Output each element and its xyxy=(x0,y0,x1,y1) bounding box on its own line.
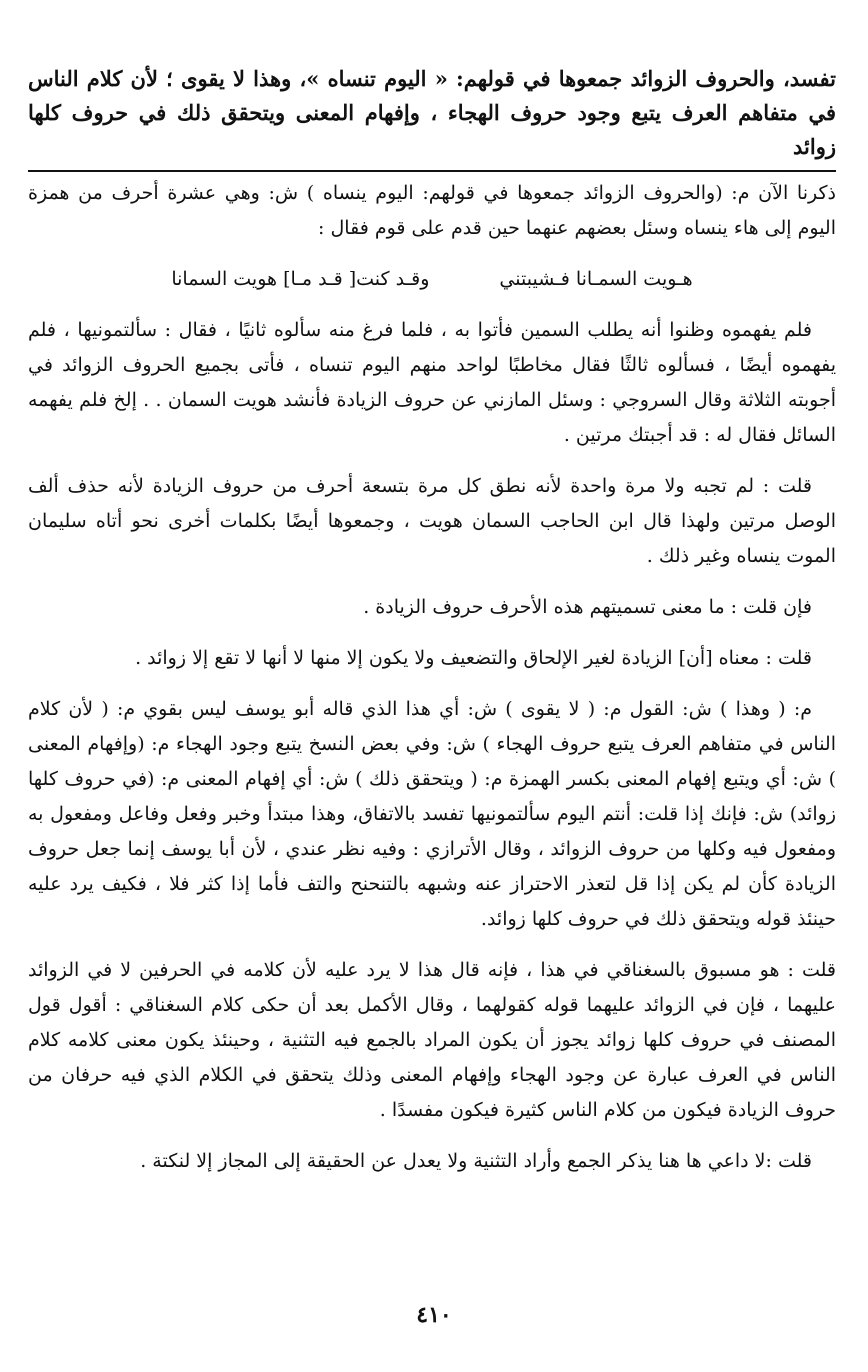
paragraph-1: ذكرنا الآن م: (والحروف الزوائد جمعوها في قولهم: اليوم ينساه ) ش: وهي عشرة أحرف من همزة اليوم إلى هاء ينساه وسئل بعضهم عنهما حين قدم على قوم فقال : xyxy=(28,182,836,239)
paragraph-4: فإن قلت : ما معنى تسميتهم هذه الأحرف حروف الزيادة . xyxy=(363,596,812,618)
paragraph-2: فلم يفهموه وظنوا أنه يطلب السمين فأتوا به ، فلما فرغ منه سألوه ثانيًا ، فقال : سألتمونيها ، فلم يفهموه أيضًا ، فسألوه ثالثًا فقال مخاطبًا لواحد منهم اليوم تنساه ، فأتى بجميع الحروف الزوائد في أجوبته الثلاثة وقال السروجي : وسئل المازني عن حروف الزيادة فأنشد هويت السمان . . إلخ فلم يفهمه السائل فقال له : قد أجبتك مرتين . xyxy=(28,319,836,446)
separator-rule xyxy=(28,170,836,172)
verse-first-hemistich: هـويت السمـانا فـشيبتني xyxy=(499,268,693,290)
paragraph-3: قلت : لم تجبه ولا مرة واحدة لأنه نطق كل مرة بتسعة أحرف من حروف الزيادة لأنه حذف ألف الوصل مرتين ولهذا قال ابن الحاجب السمان هويت ، وجمعوها أيضًا بكلمات أخرى نحو أتاه سليمان الموت ينساه وغير ذلك . xyxy=(28,475,836,567)
matn-text: تفسد، والحروف الزوائد جمعوها في قولهم: « اليوم تنساه »، وهذا لا يقوى ؛ لأن كلام الناس في متفاهم العرف يتبع وجود حروف الهجاء ، وإفهام المعنى ويتحقق ذلك في حروف كلها زوائد xyxy=(28,66,836,159)
paragraph-7: قلت : هو مسبوق بالسغناقي في هذا ، فإنه قال هذا لا يرد عليه لأن كلامه في الحرفين لا في الزوائد عليهما ، فإن في الزوائد عليهما قوله كقولهما ، وقال الأكمل بعد أن حكى كلام السغناقي : أقول قول المصنف في حروف كلها زوائد يجوز أن يكون المراد بالجمع فيه التثنية ، وحينئذ يكون معنى كلامه كلام الناس في العرف عبارة عن وجود الهجاء وإفهام المعنى وذلك يتحقق في الكلام الذي فيه حرفان من حروف الزيادة فيكون من كلام الناس كثيرة فيكون مفسدًا . xyxy=(28,959,836,1121)
commentary-body xyxy=(28,176,836,1179)
page-number: ٤١٠ xyxy=(416,1302,452,1328)
verse-second-hemistich: وقـد كنت[ قـد مـا] هويت السمانا xyxy=(171,268,430,290)
paragraph-6: م: ( وهذا ) ش: القول م: ( لا يقوى ) ش: أي هذا الذي قاله أبو يوسف ليس بقوي م: ( لأن كلام الناس في متفاهم العرف يتبع حروف الهجاء ) ش: وفي بعض النسخ يتبع وجود الهجاء م: (وإفهام المعنى ) ش: أي ويتبع إفهام المعنى بكسر الهمزة م: ( ويتحقق ذلك ) ش: أي إفهام المعنى م: (في حروف كلها زوائد) ش: فإنك إذا قلت: أنتم اليوم سألتمونيها تفسد بالاتفاق، وهذا مبتدأ وخبر وفعل وفاعل ومفعول به ومفعول فيه وكلها من حروف الزوائد ، وقال الأترازي : وفيه نظر عندي ، لأن أبا يوسف إنما جعل حروف الزيادة كأن لم يكن إذا قل لتعذر الاحتراز عنه وشبهه بالتنحنح والتف فأما إذا كثر فلا ، فكيف يرد عليه حينئذ قوله ويتحقق ذلك في حروف كلها زوائد. xyxy=(28,698,836,930)
paragraph-8: قلت :لا داعي ها هنا يذكر الجمع وأراد التثنية ولا يعدل عن الحقيقة إلى المجاز إلا لنكتة . xyxy=(140,1150,812,1172)
paragraph-5: قلت : معناه [أن] الزيادة لغير الإلحاق والتضعيف ولا يكون إلا منها لا أنها لا تقع إلا زوائد . xyxy=(135,647,812,669)
verse-line xyxy=(28,262,836,297)
